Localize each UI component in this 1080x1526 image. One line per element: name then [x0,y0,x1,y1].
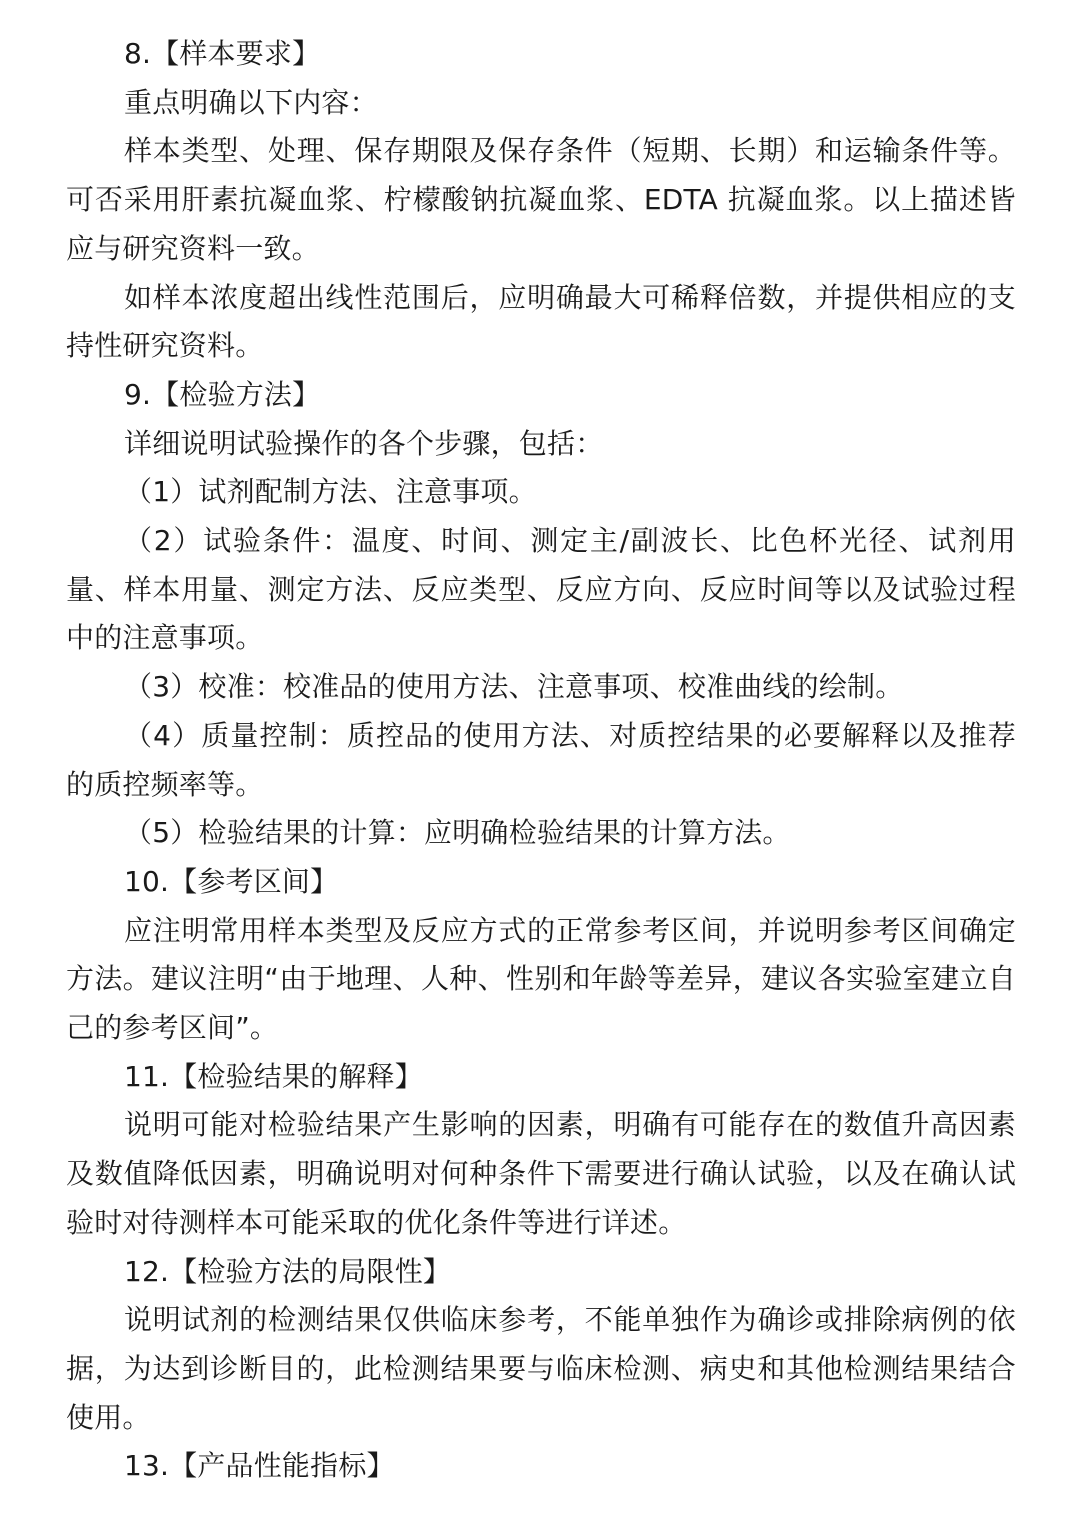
paragraph: 样本类型、处理、保存期限及保存条件（短期、长期）和运输条件等。可否采用肝素抗凝血浆、柠檬酸钠抗凝血浆、EDTA 抗凝血浆。以上描述皆应与研究资料一致。 [66,134,1016,265]
section-heading-performance-indicators: 13.【产品性能指标】 [124,1449,395,1483]
list-item: （2）试验条件：温度、时间、测定主/副波长、比色杯光径、试剂用量、样本用量、测定方法、反应类型、反应方向、反应时间等以及试验过程中的注意事项。 [66,524,1016,655]
paragraph: 如样本浓度超出线性范围后，应明确最大可稀释倍数，并提供相应的支持性研究资料。 [66,280,1016,363]
list-item: （4）质量控制：质控品的使用方法、对质控结果的必要解释以及推荐的质控频率等。 [66,718,1016,801]
paragraph: 详细说明试验操作的各个步骤，包括： [124,426,604,460]
list-item: （3）校准：校准品的使用方法、注意事项、校准曲线的绘制。 [124,670,904,704]
section-heading-test-method: 9.【检验方法】 [124,377,321,411]
document-body [66,30,1016,1491]
section-heading-sample-requirements: 8.【样本要求】 [124,37,321,70]
paragraph: 说明试剂的检测结果仅供临床参考，不能单独作为确诊或排除病例的依据，为达到诊断目的，此检测结果要与临床检测、病史和其他检测结果结合使用。 [66,1303,1016,1434]
paragraph: 应注明常用样本类型及反应方式的正常参考区间，并说明参考区间确定方法。建议注明“由于地理、人种、性别和年龄等差异，建议各实验室建立自己的参考区间”。 [66,913,1016,1045]
list-item: （5）检验结果的计算：应明确检验结果的计算方法。 [124,816,791,850]
paragraph: 重点明确以下内容： [124,85,378,119]
section-heading-reference-interval: 10.【参考区间】 [124,864,339,898]
paragraph: 说明可能对检验结果产生影响的因素，明确有可能存在的数值升高因素及数值降低因素，明确说明对何种条件下需要进行确认试验，以及在确认试验时对待测样本可能采取的优化条件等进行详述。 [66,1108,1016,1239]
section-heading-result-interpretation: 11.【检验结果的解释】 [124,1059,423,1093]
section-heading-method-limitations: 12.【检验方法的局限性】 [124,1254,452,1288]
list-item: （1）试剂配制方法、注意事项。 [124,475,537,509]
